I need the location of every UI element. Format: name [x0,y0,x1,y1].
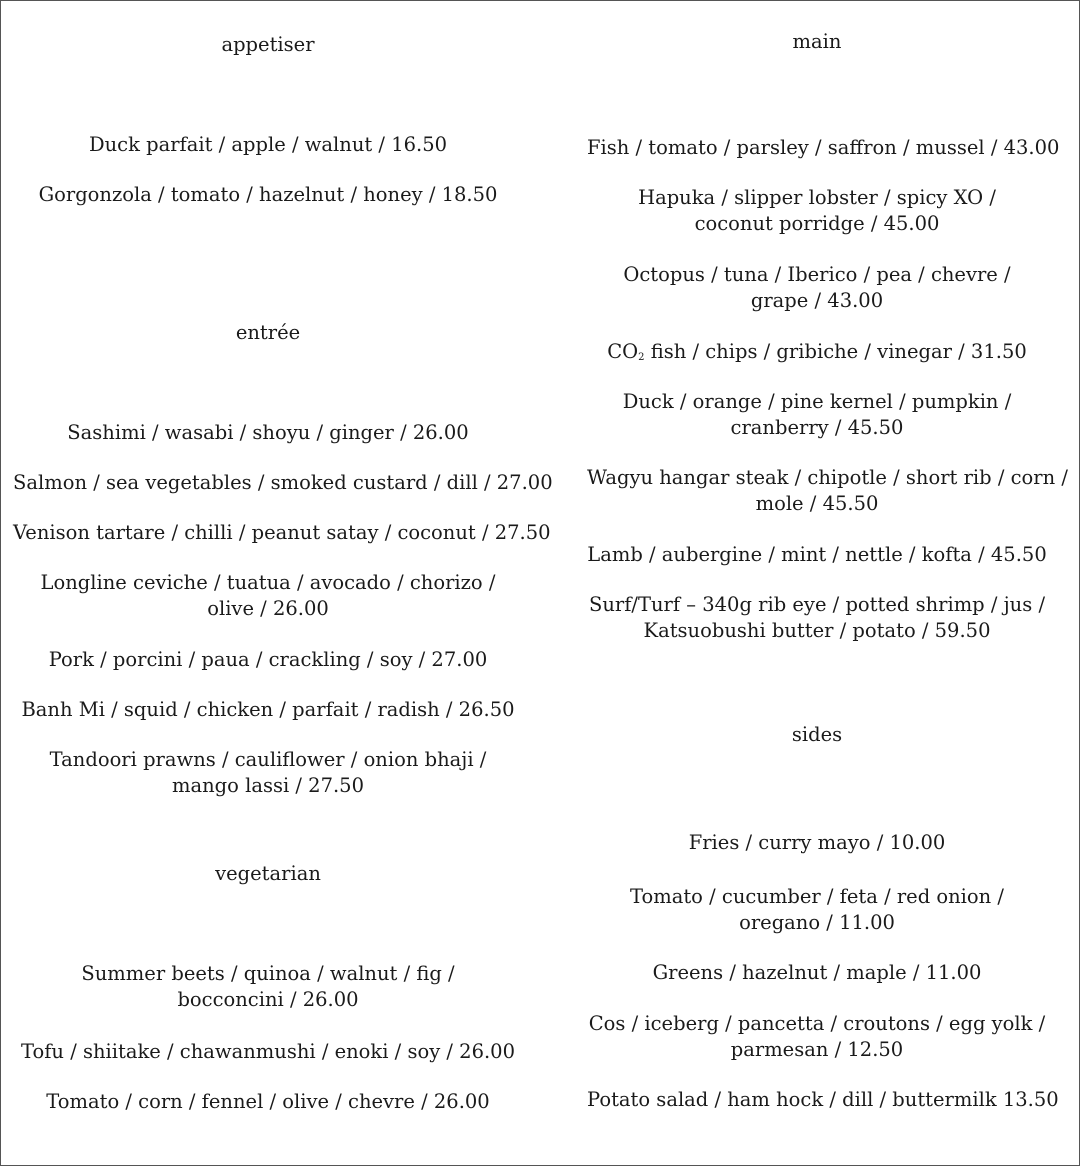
menu-item: Duck parfait / apple / walnut / 16.50 [88,133,448,156]
menu-item-line: Fries / curry mayo / 10.00 [688,831,946,854]
menu-item-line: Duck / orange / pine kernel / pumpkin / [622,390,1012,413]
menu-item [587,389,1047,441]
menu-item [13,961,523,1013]
section-heading-main: main [792,30,842,53]
menu-item-line: Tomato / corn / fennel / olive / chevre / 26.00 [46,1090,490,1113]
co2-subscript: 2 [638,352,645,363]
menu-item: Gorgonzola / tomato / hazelnut / honey / 18.50 [38,183,498,206]
menu-item [13,470,553,496]
menu-item-line: mole / 45.50 [755,492,879,515]
menu-item-line: Venison tartare / chilli / peanut satay / coconut / 27.50 [13,521,551,544]
menu-item [13,1039,523,1065]
menu-item [13,570,523,622]
menu-item [587,185,1047,237]
menu-item-line: Octopus / tuna / Iberico / pea / chevre / [623,263,1011,286]
menu-item-line: Tandoori prawns / cauliflower / onion bhaji / [49,748,487,771]
menu-item [587,1011,1047,1063]
menu-item-line: fish / chips / gribiche / vinegar / 31.50 [650,340,1027,363]
section-heading-appetiser: appetiser [221,33,315,56]
menu-item-line: Fish / tomato / parsley / saffron / mussel / 43.00 [587,136,1060,159]
menu-item-line: Summer beets / quinoa / walnut / fig / [81,962,455,985]
menu-item-line: Lamb / aubergine / mint / nettle / kofta / 45.50 [587,543,1047,566]
menu-item [13,420,523,446]
menu-item-line: olive / 26.00 [207,597,329,620]
menu-item-line: Hapuka / slipper lobster / spicy XO / [638,186,996,209]
menu-item [13,747,523,799]
menu-item-line: Wagyu hangar steak / chipotle / short rib / corn / [587,466,1068,489]
menu-item-line: Sashimi / wasabi / shoyu / ginger / 26.00 [67,421,469,444]
menu-item-line: oregano / 11.00 [739,911,895,934]
menu-item-line: Longline ceviche / tuatua / avocado / chorizo / [40,571,496,594]
menu-item [587,542,1047,568]
menu-item-line: Salmon / sea vegetables / smoked custard / dill / 27.00 [13,471,553,494]
menu-item [13,697,523,723]
menu-item-line: grape / 43.00 [750,289,884,312]
menu-item [587,884,1047,936]
menu-item [587,339,1047,371]
menu-item [13,647,523,673]
menu-item-line: cranberry / 45.50 [730,416,904,439]
menu-item-line: parmesan / 12.50 [730,1038,904,1061]
menu-item-line: Katsuobushi butter / potato / 59.50 [643,619,991,642]
co2-prefix: CO [607,340,639,363]
menu-item-line: Tofu / shiitake / chawanmushi / enoki / soy / 26.00 [20,1040,515,1063]
menu-item-line: coconut porridge / 45.00 [694,212,940,235]
menu-item-line: Banh Mi / squid / chicken / parfait / radish / 26.50 [21,698,515,721]
menu-item [13,520,551,546]
section-heading-sides: sides [791,723,843,746]
menu-item-line: mango lassi / 27.50 [171,774,364,797]
section-heading-entree: entrée [235,321,301,344]
menu-item-line: Tomato / cucumber / feta / red onion / [630,885,1004,908]
menu-item [13,1089,523,1115]
menu-item [587,960,1047,986]
menu-item [587,1087,1059,1113]
menu-item [587,262,1047,314]
section-heading-vegetarian: vegetarian [215,862,321,885]
menu-item-line: Greens / hazelnut / maple / 11.00 [652,961,982,984]
menu-item-line: Surf/Turf – 340g rib eye / potted shrimp / jus / [588,593,1046,616]
menu-item-line: bocconcini / 26.00 [177,988,359,1011]
menu-item [587,465,1068,517]
menu-item [587,830,1047,856]
menu-item-line: Pork / porcini / paua / crackling / soy / 27.00 [48,648,488,671]
menu-item-line: Cos / iceberg / pancetta / croutons / egg yolk / [588,1012,1046,1035]
menu-item [587,592,1047,644]
menu-item [587,135,1060,161]
menu-item-line: Potato salad / ham hock / dill / buttermilk 13.50 [587,1088,1059,1111]
